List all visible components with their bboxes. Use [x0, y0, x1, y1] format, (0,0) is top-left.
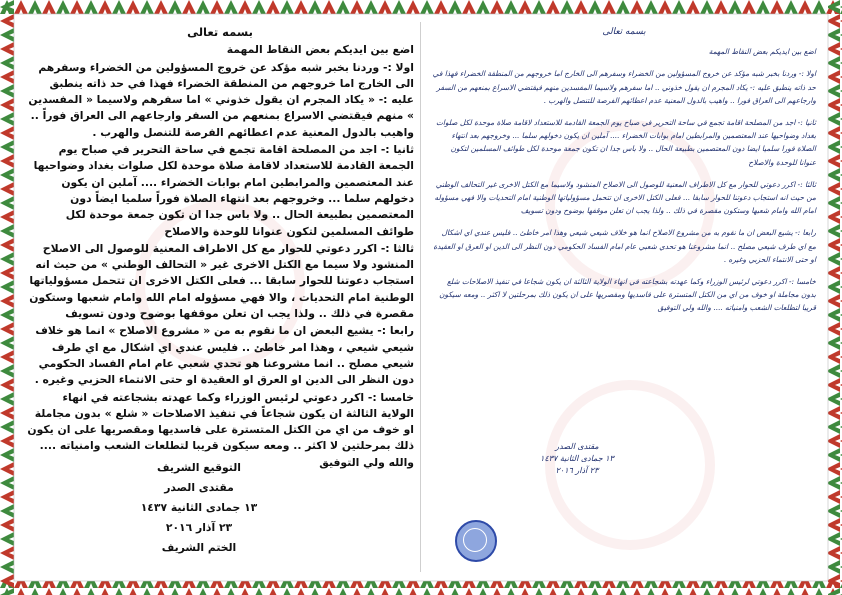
typed-signature-block [104, 458, 294, 558]
typed-point-3: ثالثا :- اكرر دعوتي للحوار مع كل الاطراف المعنية للوصول الى الاصلاح المنشود ولا سيما مع الكتل الاخرى غير « التحالف الوطني » من حيث انه استجاب دعوتنا للحوار سابقا ... فعلى الكتل الاخرى ان تتحمل مسؤولياتها الوطنية امام التحديات ، والا فهي مسؤوله امام الله وامام شعبها وستكون مقصرة في ذلك .. ولذا يجب ان تعلن موقفها بوضوح ودون تسويف [29, 241, 414, 321]
typed-signature-seal: الختم الشريف [161, 541, 237, 554]
typed-signature-line: التوقيع الشريف [157, 461, 241, 474]
handwritten-point-3: ثالثا :- اكرر دعوتي للحوار مع كل الاطراف المعنية للوصول الى الاصلاح المنشود ولاسيما مع الكتل الاخرى غير التحالف الوطني من حيث انه استجاب دعوتنا للحوار سابقا ... فعلى الكتل الاخرى ان تتحمل مسؤولياتها الوطنية امام التحديات والا فهي مسؤوله امام الله وامام شعبها وستكون مقصرة في ذلك .. ولذا يجب ان تعلن موقفها بوضوح ودون تسويف [434, 179, 816, 216]
handwritten-point-2: ثانيا :- اجد من المصلحة اقامة تجمع في ساحة التحرير في صباح يوم الجمعة القادمة للاستعداد لاقامة صلاة موحدة لكل صلوات بغداد وضواحيها عند المعتصمين والمرابطين امام بوابات الخضراء .... آملين ان يكون دخولهم سلما ... وخروجهم بعد انتهاء الصلاة فورا سلميا ايضا دون المعتصمين بطبيعة الحال .. ولا باس جدا ان تكون جمعة موحدة لكل طوائف المسلمين لتكون عنوانا للوحدة والاصلاح [435, 118, 816, 167]
handwritten-signature-block [512, 441, 642, 477]
handwritten-point-5: خامسا :- اكرر دعوتي لرئيس الوزراء وكما عهدته بشجاعته في انهاء الولاية الثالثة ان يكون شجاعا في تنفيذ الاصلاحات شلع بدون مجاملة او خوف من اي من الكتل المتسترة على فاسديها ومقصريها على ان يكون ذلك بمرحلتين لا اكثر .. ومعه سيكون قريبا لتطلعات الشعب وامنياته .... والله ولي التوفيق [439, 277, 816, 313]
column-divider [420, 22, 421, 572]
handwritten-title: بسمه تعالى [602, 27, 646, 37]
typed-point-1: اولا :- وردنا بخبر شبه مؤكد عن خروج المسؤولين من الخضراء وسفرهم الى الخارج اما خروجهم من المنطقة الخضراء فهذا في حد ذاته ينطبق عليه :- « يكاد المجرم ان يقول خذوني » اما سفرهم ولاسيما « المفسدين » منهم فيقتضي الاسراع بمنعهم من السفر وارجاعهم الى العراق فوراً .. واهيب بالدول المعنية عدم اعطائهم الفرصة للتنصل والهرب . [28, 60, 414, 139]
typed-signature-name: مقتدى الصدر [164, 481, 234, 494]
typed-signature-hijri-date: ١٣ جمادى الثانية ١٤٣٧ [140, 501, 258, 514]
handwritten-letter [432, 26, 816, 571]
handwritten-intro: اضع بين ايديكم بعض النقاط المهمة [708, 47, 816, 57]
typed-transcription [26, 24, 414, 564]
typed-signature-date: ٢٣ آذار ٢٠١٦ [165, 521, 233, 534]
handwritten-signature-name: مقتدى الصدر [555, 442, 599, 451]
handwritten-signature-hijri-date: ١٣ جمادى الثانية ١٤٣٧ [540, 454, 614, 463]
typed-point-4: رابعا :- يشيع البعض ان ما نقوم به من « مشروع الاصلاح » انما هو خلاف شيعي شيعي ، وهذا امر خاطئ .. فليس عندي اي اشكال مع اي طرف شيعي مصلح .. انما مشروعنا هو تحدي شعبي عام امام الفساد الحكومي دون النظر الى الدين او العرق او العقيدة او حتى الانتماء الحزبي وغيره . [34, 324, 414, 387]
seal-stamp-icon [455, 520, 497, 562]
typed-intro: اضع بين ايديكم بعض النقاط المهمة [226, 43, 414, 57]
typed-title: بسمه تعالى [187, 25, 253, 39]
handwritten-point-1: اولا :- وردنا بخبر شبه مؤكد عن خروج المسؤولين من الخضراء وسفرهم الى الخارج اما خروجهم من المنطقة الخضراء فهذا في حد ذاته ينطبق عليه :- يكاد المجرم ان يقول خذوني .. اما سفرهم ولاسيما المفسدين منهم فيقتضي الاسراع بمنعهم من السفر وارجاعهم الى العراق فورا .. واهيب بالدول المعنية عدم اعطائهم الفرصة للتنصل والهرب . [432, 69, 816, 105]
typed-point-2: ثانيا :- اجد من المصلحة اقامة تجمع في ساحة التحرير في صباح يوم الجمعة القادمة للاستعداد لاقامة صلاة موحدة لكل صلوات بغداد وضواحيها عند المعتصمين والمرابطين امام بوابات الخضراء .... آملين ان يكون دخولهم سلما ... وخروجهم بعد انتهاء الصلاة فوراً سلميا ايضاً دون المعتصمين بطبيعة الحال .. ولا باس جدا ان تكون جمعة موحدة لكل طوائف المسلمين لتكون عنوانا للوحدة والاصلاح [33, 143, 414, 238]
handwritten-signature-date: ٢٣ آذار ٢٠١٦ [555, 466, 599, 475]
handwritten-point-4: رابعا :- يشيع البعض ان ما نقوم به من مشروع الاصلاح انما هو خلاف شيعي شيعي وهذا امر خاطئ .. فليس عندي اي اشكال مع اي طرف شيعي مصلح .. انما مشروعنا هو تحدي شعبي عام امام الفساد الحكومي دون النظر الى الدين او العرق او العقيدة او حتى الانتماء الحزبي وغيره . [433, 228, 816, 264]
typed-point-5: خامسا :- اكرر دعوتي لرئيس الوزراء وكما عهدته بشجاعته في انهاء الولاية الثالثة ان يكون شجاعاً في تنفيذ الاصلاحات « شلع » بدون مجاملة او خوف من اي من الكتل المتسترة على فاسديها ومقصريها على ان يكون ذلك بمرحلتين لا اكثر .. ومعه سيكون قريبا لتطلعات الشعب وامنياته .... والله ولي التوفيق [27, 390, 414, 469]
